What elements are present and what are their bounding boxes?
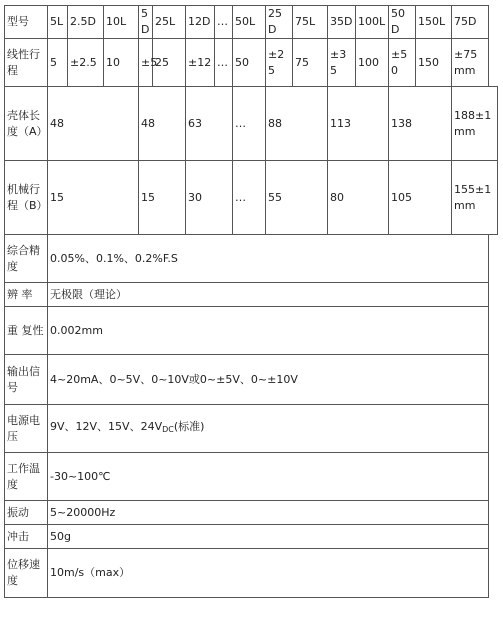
model-cell: 5L — [48, 6, 68, 39]
temperature-row — [5, 453, 498, 501]
model-cell: 25D — [266, 6, 293, 39]
speed-label: 位移速度 — [5, 549, 48, 598]
model-cell: 2.5D — [68, 6, 104, 39]
repeatability-label: 重 复性 — [5, 307, 48, 355]
housing-length-cell: … — [233, 87, 266, 161]
mech-stroke-cell: 15 — [48, 161, 139, 235]
mech-stroke-label: 机械行程（B） — [5, 161, 48, 235]
shock-row — [5, 525, 498, 549]
linear-stroke-cell: ±25 — [266, 39, 293, 87]
linear-stroke-cell: ±5 — [139, 39, 153, 87]
housing-length-cell: 88 — [266, 87, 328, 161]
resolution-value: 无极限（理论） — [48, 283, 489, 307]
model-cell: 5D — [139, 6, 153, 39]
linear-stroke-cell: ±35 — [328, 39, 356, 87]
linear-stroke-cell: 5 — [48, 39, 68, 87]
shock-value: 50g — [48, 525, 489, 549]
output-signal-value: 4~20mA、0~5V、0~10V或0~±5V、0~±10V — [48, 355, 489, 405]
model-cell: 100L — [356, 6, 389, 39]
temperature-label: 工作温度 — [5, 453, 48, 501]
mech-stroke-cell: 30 — [186, 161, 233, 235]
model-cell: 50D — [389, 6, 416, 39]
linear-stroke-cell: ±12 — [186, 39, 215, 87]
power-voltage-tail: (标准) — [173, 420, 205, 433]
power-voltage-main: 9V、12V、15V、24V — [50, 420, 163, 433]
housing-length-label: 壳体长度（A） — [5, 87, 48, 161]
mech-stroke-row — [5, 161, 498, 235]
linear-stroke-cell: 100 — [356, 39, 389, 87]
housing-length-cell: 138 — [389, 87, 452, 161]
output-signal-row — [5, 355, 498, 405]
repeatability-value: 0.002mm — [48, 307, 489, 355]
power-voltage-dc: DC — [162, 425, 174, 434]
model-label: 型号 — [5, 6, 48, 39]
linear-stroke-cell: ±75mm — [452, 39, 489, 87]
accuracy-value: 0.05%、0.1%、0.2%F.S — [48, 235, 489, 283]
model-cell: 50L — [233, 6, 266, 39]
housing-length-cell: 48 — [48, 87, 139, 161]
output-signal-label: 输出信号 — [5, 355, 48, 405]
temperature-value: -30~100℃ — [48, 453, 489, 501]
linear-stroke-cell: ±2.5 — [68, 39, 104, 87]
mech-stroke-cell: … — [233, 161, 266, 235]
speed-row — [5, 549, 498, 598]
mech-stroke-cell: 80 — [328, 161, 389, 235]
linear-stroke-cell: ±50 — [389, 39, 416, 87]
linear-stroke-cell: 150 — [416, 39, 452, 87]
vibration-label: 振动 — [5, 501, 48, 525]
vibration-row — [5, 501, 498, 525]
linear-stroke-label: 线性行程 — [5, 39, 48, 87]
mech-stroke-cell: 105 — [389, 161, 452, 235]
resolution-label: 辨 率 — [5, 283, 48, 307]
model-cell: 150L — [416, 6, 452, 39]
housing-length-cell: 63 — [186, 87, 233, 161]
accuracy-label: 综合精度 — [5, 235, 48, 283]
housing-length-row — [5, 87, 498, 161]
housing-length-cell: 48 — [139, 87, 186, 161]
speed-value: 10m/s（max） — [48, 549, 489, 598]
repeatability-row — [5, 307, 498, 355]
model-row — [5, 6, 498, 39]
linear-stroke-cell: 50 — [233, 39, 266, 87]
linear-stroke-cell: … — [215, 39, 233, 87]
power-voltage-label: 电源电压 — [5, 405, 48, 453]
housing-length-cell: 113 — [328, 87, 389, 161]
spec-table — [4, 5, 498, 598]
mech-stroke-cell: 155±1mm — [452, 161, 498, 235]
accuracy-row — [5, 235, 498, 283]
vibration-value: 5~20000Hz — [48, 501, 489, 525]
housing-length-cell: 188±1mm — [452, 87, 498, 161]
linear-stroke-cell: 75 — [293, 39, 328, 87]
linear-stroke-cell: 10 — [104, 39, 139, 87]
model-cell: 10L — [104, 6, 139, 39]
resolution-row — [5, 283, 498, 307]
model-cell: 75D — [452, 6, 489, 39]
mech-stroke-cell: 55 — [266, 161, 328, 235]
power-voltage-row — [5, 405, 498, 453]
mech-stroke-cell: 15 — [139, 161, 186, 235]
power-voltage-value — [48, 405, 489, 453]
model-cell: 12D — [186, 6, 215, 39]
model-cell: … — [215, 6, 233, 39]
shock-label: 冲击 — [5, 525, 48, 549]
model-cell: 25L — [153, 6, 186, 39]
model-cell: 35D — [328, 6, 356, 39]
linear-stroke-cell: 25 — [153, 39, 186, 87]
model-cell: 75L — [293, 6, 328, 39]
linear-stroke-row — [5, 39, 498, 87]
